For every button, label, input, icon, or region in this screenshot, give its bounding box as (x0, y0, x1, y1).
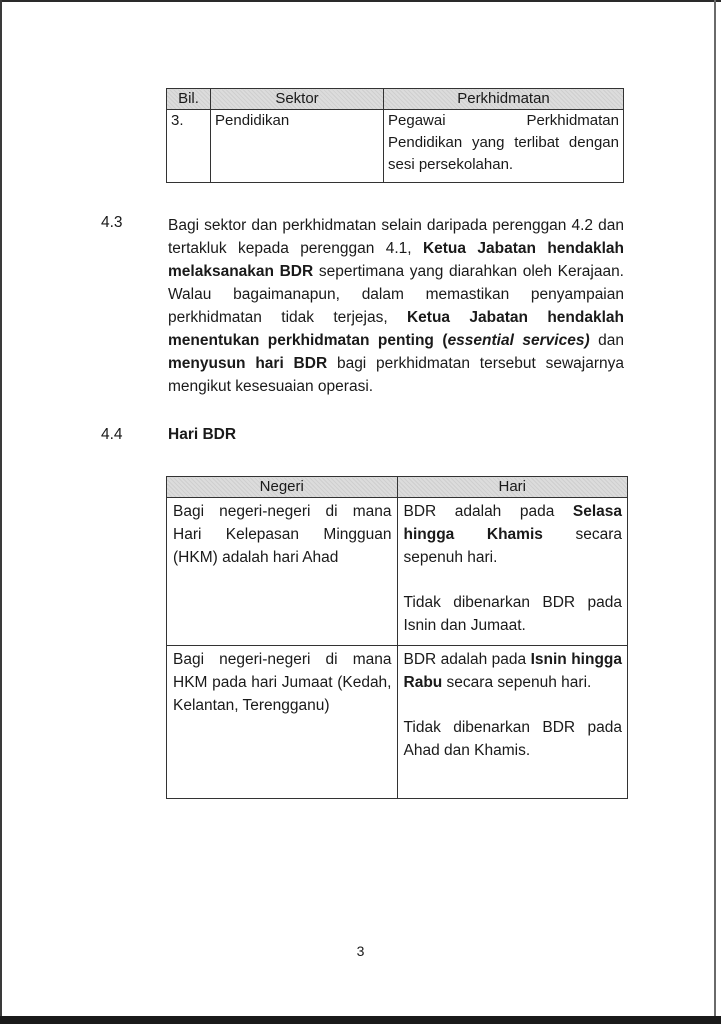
cell-bil: 3. (167, 110, 211, 183)
section-number: 4.4 (101, 426, 123, 443)
bold-italic-text: essential services) (447, 332, 590, 349)
cell-negeri: Bagi negeri-negeri di mana Hari Kelepasan Mingguan (HKM) adalah hari Ahad (167, 498, 398, 646)
scan-edge-top (0, 0, 721, 2)
header-hari: Hari (397, 477, 628, 498)
page-number: 3 (356, 943, 365, 959)
paragraph-text: sepertimana yang diarahkan oleh Kerajaan. Walau bagaimanapun, dalam memastikan penyampaian perkhidmatan tidak terjejas, (168, 263, 624, 326)
cell-perkhidmatan: Pegawai Perkhidmatan Pendidikan yang terlibat dengan sesi persekolahan. (384, 110, 624, 183)
cell-sektor: Pendidikan (211, 110, 384, 183)
section-number: 4.3 (101, 214, 123, 231)
sektor-table (166, 88, 624, 183)
header-sektor: Sektor (211, 89, 384, 110)
hari-text: BDR adalah pada Isnin hingga Rabu secara sepenuh hari. (403, 651, 623, 691)
table-row (167, 646, 628, 799)
paragraph-text: dan (589, 332, 625, 349)
scan-edge-right (714, 0, 716, 1024)
cell-hari (397, 498, 628, 646)
bold-text: menyusun hari BDR (168, 355, 328, 372)
scan-edge-left (0, 0, 2, 1024)
table-row (167, 110, 624, 183)
cell-negeri: Bagi negeri-negeri di mana HKM pada hari Jumaat (Kedah, Kelantan, Terengganu) (167, 646, 398, 799)
hari-note: Tidak dibenarkan BDR pada Ahad dan Khamis. (403, 719, 622, 759)
header-perkhidmatan: Perkhidmatan (384, 89, 624, 110)
header-bil: Bil. (167, 89, 211, 110)
scan-edge-bottom (0, 1016, 721, 1024)
cell-hari (397, 646, 628, 799)
hari-note: Tidak dibenarkan BDR pada Isnin dan Jumaat. (403, 594, 622, 634)
bold-text: Ketua Jabatan hendaklah melaksanakan BDR (168, 240, 624, 280)
section-4-3-paragraph (168, 214, 624, 398)
table-header-row (167, 89, 624, 110)
bold-text: Ketua Jabatan hendaklah menentukan perkhidmatan penting ( (168, 309, 624, 349)
section-heading: Hari BDR (168, 426, 237, 443)
hari-text: BDR adalah pada Selasa hingga Khamis secara sepenuh hari. (403, 503, 622, 566)
header-negeri: Negeri (167, 477, 398, 498)
table-row (167, 498, 628, 646)
paragraph-text: Bagi sektor dan perkhidmatan selain daripada perenggan 4.2 dan tertakluk kepada perenggan 4.1, (168, 217, 624, 257)
paragraph-text: bagi perkhidmatan tersebut sewajarnya mengikut kesesuaian operasi. (168, 355, 624, 395)
table-header-row (167, 477, 628, 498)
hari-bdr-table (166, 476, 628, 799)
